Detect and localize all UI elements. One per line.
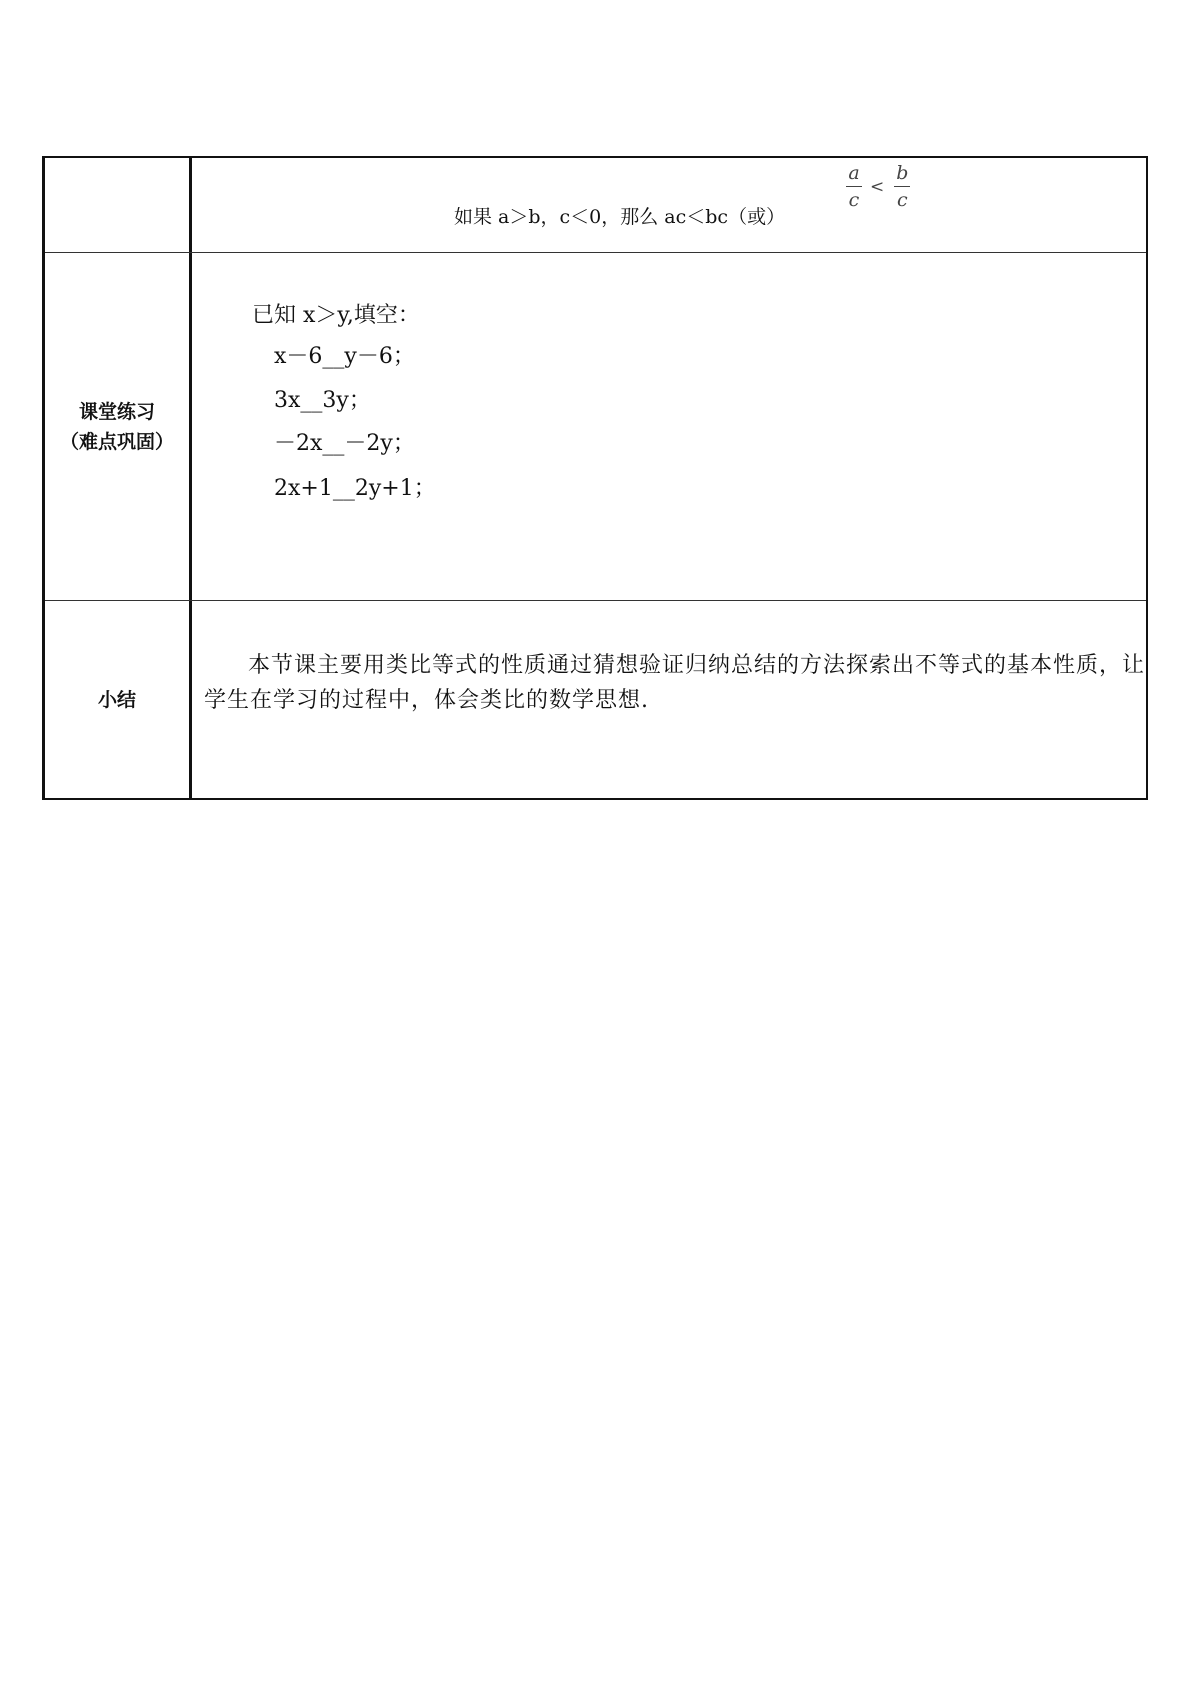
- summary-paragraph: 本节课主要用类比等式的性质通过猜想验证归纳总结的方法探索出不等式的基本性质，让学生在学习的过程中，体会类比的数学思想.: [204, 653, 1146, 713]
- exercise-item: 2x+1__2y+1；: [274, 476, 436, 501]
- lesson-plan-table: [42, 156, 1148, 800]
- fraction-b-over-c: [894, 162, 910, 211]
- row-content-cell: [192, 158, 1146, 252]
- fraction-bar: [846, 186, 862, 187]
- fraction-numerator: b: [896, 162, 909, 184]
- table-row: [45, 253, 1146, 601]
- row-content-cell: [192, 601, 1146, 798]
- fraction-numerator: a: [848, 162, 860, 184]
- less-than-sign: <: [870, 176, 885, 197]
- row-label-title: 课堂练习: [78, 400, 155, 423]
- row-content-cell: [192, 253, 1146, 600]
- fraction-denominator: c: [848, 189, 860, 211]
- row-label-cell: [45, 158, 192, 252]
- fraction-denominator: c: [897, 189, 908, 211]
- fraction-a-over-c: [846, 162, 862, 211]
- row-label-cell: [45, 253, 192, 600]
- row-label-cell: [45, 601, 192, 798]
- exercise-item: －2x__－2y；: [274, 431, 415, 456]
- inequality-property-text: 如果 a＞b，c＜0，那么 ac＜bc（或）: [454, 206, 786, 228]
- exercise-intro: 已知 x＞y,填空：: [252, 303, 420, 328]
- fraction-inequality: [846, 162, 910, 211]
- exercise-item: x－6__y－6；: [274, 344, 415, 369]
- table-row: [45, 158, 1146, 253]
- exercise-item: 3x__3y；: [274, 388, 371, 413]
- row-label-title: 小结: [97, 688, 136, 711]
- fraction-bar: [894, 186, 910, 187]
- table-row: [45, 601, 1146, 798]
- row-label-subtitle: （难点巩固）: [59, 430, 174, 453]
